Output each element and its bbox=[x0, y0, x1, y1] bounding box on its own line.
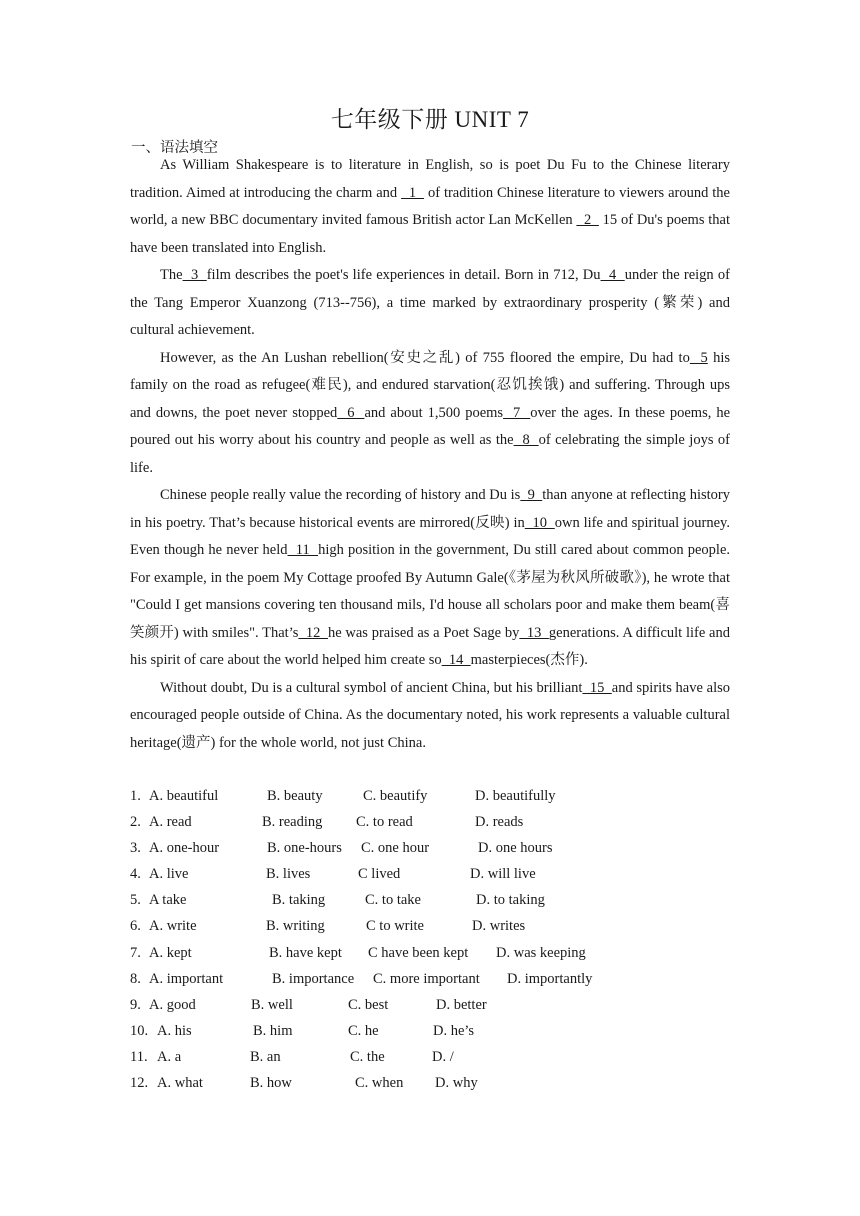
question-number: 12. bbox=[130, 1075, 149, 1091]
paragraph-5: Without doubt, Du is a cultural symbol of ancient China, but his brilliant 15 and spirits have also encouraged people outside of China. As the documentary noted, his work represents a valuable cultural heritage(遗产) for the whole world, not just China. bbox=[130, 679, 730, 751]
option-d: D. why bbox=[435, 1075, 478, 1091]
option-a: A. read bbox=[149, 814, 192, 830]
option-d: D. / bbox=[432, 1049, 454, 1065]
question-number: 6. bbox=[130, 918, 141, 934]
option-a: A. important bbox=[149, 971, 224, 987]
option-b: B. writing bbox=[266, 918, 325, 934]
passage bbox=[130, 152, 730, 757]
section-heading: 一、语法填空 bbox=[131, 140, 218, 156]
blank-12: 12 bbox=[298, 624, 328, 641]
page-title: 七年级下册 UNIT 7 bbox=[330, 107, 530, 132]
option-b: B. well bbox=[251, 997, 293, 1013]
option-a: A. kept bbox=[149, 945, 192, 961]
option-a: A. one-hour bbox=[149, 840, 220, 856]
blank-10: 10 bbox=[524, 514, 555, 531]
option-b: B. one-hours bbox=[267, 840, 342, 856]
question-number: 2. bbox=[130, 814, 141, 830]
question-number: 9. bbox=[130, 997, 141, 1013]
question-number: 7. bbox=[130, 945, 141, 961]
question-number: 10. bbox=[130, 1023, 149, 1039]
option-a: A. beautiful bbox=[149, 788, 219, 804]
option-c: C. more important bbox=[373, 971, 480, 987]
option-d: D. reads bbox=[475, 814, 524, 830]
question-number: 11. bbox=[130, 1049, 148, 1065]
question-number: 1. bbox=[130, 788, 141, 804]
option-b: B. importance bbox=[272, 971, 355, 987]
option-d: D. importantly bbox=[507, 971, 593, 987]
blank-11: 11 bbox=[287, 542, 319, 558]
blank-13: 13 bbox=[519, 624, 549, 641]
question-number: 8. bbox=[130, 971, 141, 987]
paragraph-3: However, as the An Lushan rebellion(安史之乱) of 755 floored the empire, Du had to 5 his family on the road as refugee(难民), and endured starvation(忍饥挨饿) and suffering. Through ups and downs, the poet never stopped 6 and about 1,500 poems 7 over the ages. In these poems, he poured out his worry about his country and people as well as the 8 of celebrating the simple joys of life. bbox=[130, 349, 731, 476]
blank-6: 6 bbox=[337, 404, 365, 421]
option-a: A. his bbox=[157, 1023, 192, 1039]
paragraph-2: The 3 film describes the poet's life experiences in detail. Born in 712, Du 4 under the reign of the Tang Emperor Xuanzong (713--756), a time marked by extraordinary prosperity (繁荣) and cultural achievement. bbox=[130, 267, 730, 338]
option-c: C to write bbox=[366, 918, 424, 934]
paragraph-4: Chinese people really value the recording of history and Du is 9 than anyone at reflecting history in his poetry. That’s because historical events are mirrored(反映) in 10 own life and spiritual journey. Even though he never held 11 high position in the government, Du still cared about common people. For example, in the poem My Cottage proofed By Autumn Gale(《茅屋为秋风所破歌》), he wrote that "Could I get mansions covering ten thousand mils, I'd house all scholars poor and make them beam(喜笑颜开) with smiles". That’s 12 he was praised as a Poet Sage by 13 generations. A difficult life and his spirit of care about the world helped him create so 14 masterpieces(杰作). bbox=[130, 487, 731, 668]
option-b: B. an bbox=[250, 1049, 281, 1065]
option-b: B. him bbox=[253, 1023, 293, 1039]
blank-15: 15 bbox=[582, 679, 612, 696]
blank-3: 3 bbox=[182, 267, 207, 283]
option-a: A. good bbox=[149, 997, 196, 1013]
blank-9: 9 bbox=[520, 487, 543, 503]
option-d: D. was keeping bbox=[496, 945, 586, 961]
option-d: D. writes bbox=[472, 918, 526, 934]
blank-7: 7 bbox=[503, 404, 531, 421]
blank-4: 4 bbox=[600, 267, 625, 283]
option-d: D. one hours bbox=[478, 840, 553, 856]
option-b: B. reading bbox=[262, 814, 323, 830]
paragraph-1: As William Shakespeare is to literature in English, so is poet Du Fu to the Chinese literary tradition. Aimed at introducing the charm and 1 of tradition Chinese literature to viewers around the world, a new BBC documentary invited famous British actor Lan McKellen 2 15 of Du's poems that have been translated into English. bbox=[130, 157, 731, 256]
option-a: A. what bbox=[157, 1075, 203, 1091]
option-b: B. how bbox=[250, 1075, 292, 1091]
option-a: A. live bbox=[149, 866, 189, 882]
option-d: D. will live bbox=[470, 866, 536, 882]
option-b: B. lives bbox=[266, 866, 311, 882]
option-d: D. beautifully bbox=[475, 788, 556, 804]
blank-14: 14 bbox=[441, 652, 471, 668]
option-d: D. better bbox=[436, 997, 487, 1013]
blank-8: 8 bbox=[513, 432, 539, 448]
option-b: B. taking bbox=[272, 892, 326, 908]
question-number: 5. bbox=[130, 892, 141, 908]
blank-2: 2 bbox=[576, 212, 599, 228]
question-number: 3. bbox=[130, 840, 141, 856]
option-c: C have been kept bbox=[368, 945, 469, 961]
option-a: A take bbox=[149, 892, 187, 908]
option-c: C. one hour bbox=[361, 840, 430, 856]
blank-1: 1 bbox=[401, 184, 425, 201]
option-d: D. to taking bbox=[476, 892, 545, 908]
option-c: C. to take bbox=[365, 892, 421, 908]
blank-5: 5 bbox=[689, 349, 708, 366]
option-a: A. write bbox=[149, 918, 197, 934]
option-d: D. he’s bbox=[433, 1023, 475, 1039]
option-c: C. beautify bbox=[363, 788, 428, 804]
option-b: B. beauty bbox=[267, 788, 323, 804]
option-c: C. he bbox=[348, 1023, 379, 1039]
option-a: A. a bbox=[157, 1049, 182, 1065]
option-c: C. when bbox=[355, 1075, 404, 1091]
option-c: C. the bbox=[350, 1049, 385, 1065]
option-b: B. have kept bbox=[269, 945, 342, 961]
option-c: C. best bbox=[348, 997, 389, 1013]
question-number: 4. bbox=[130, 866, 141, 882]
option-c: C. to read bbox=[356, 814, 413, 830]
option-c: C lived bbox=[358, 866, 401, 882]
